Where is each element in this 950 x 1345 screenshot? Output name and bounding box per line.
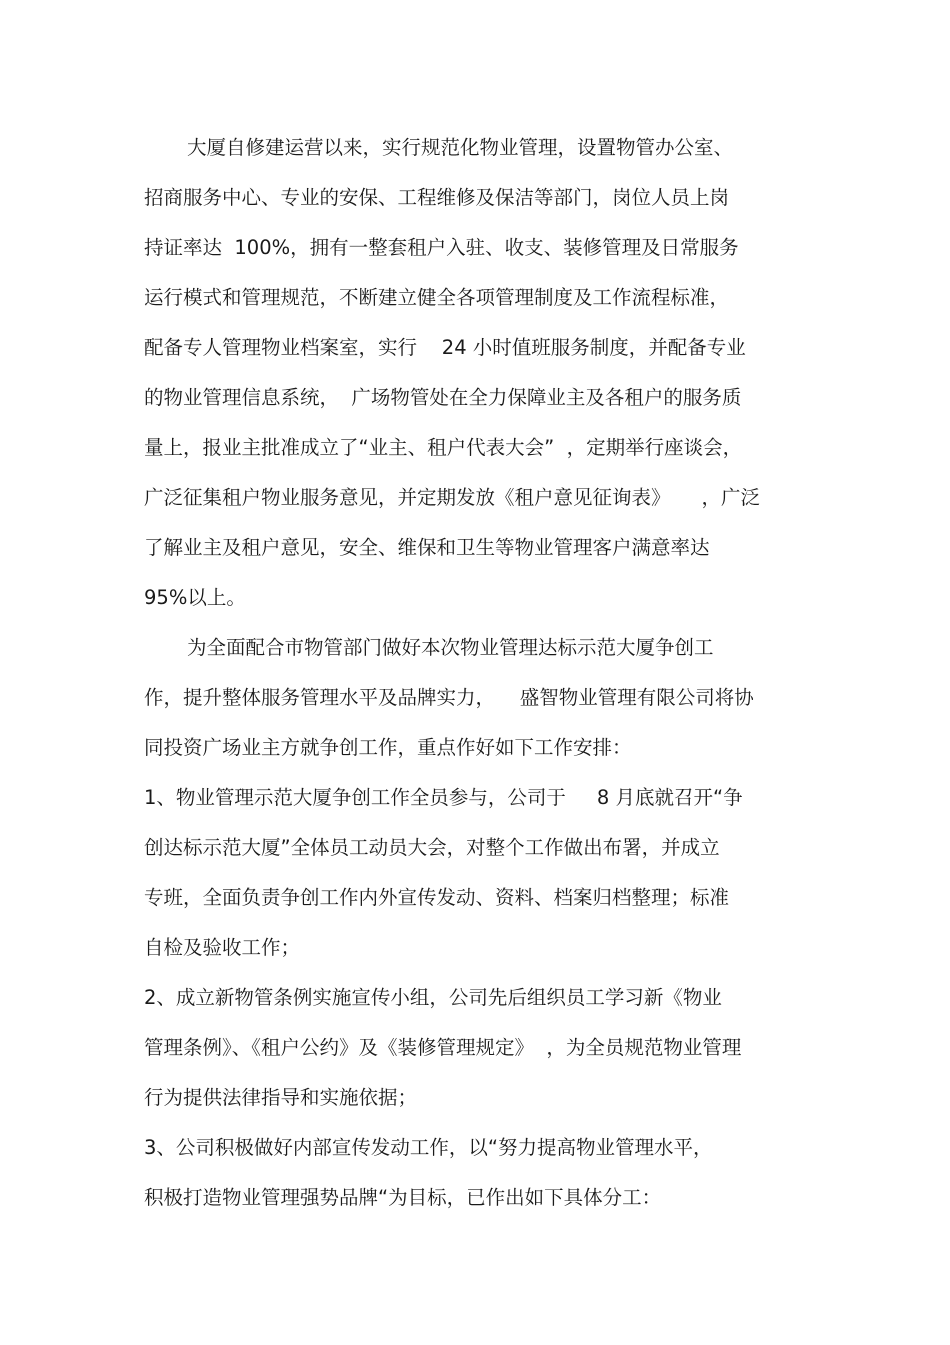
paragraph-1-line-1: 大厦自修建运营以来，实行规范化物业管理，设置物管办公室、 <box>187 136 734 159</box>
list-item-2-line-1: 2、成立新物管条例实施宣传小组，公司先后组织员工学习新《物业 <box>144 986 722 1009</box>
paragraph-1-line-7: 量上，报业主批准成立了“业主、租户代表大会” ，定期举行座谈会， <box>144 436 743 459</box>
paragraph-1-line-4: 运行模式和管理规范，不断建立健全各项管理制度及工作流程标准， <box>144 286 730 309</box>
list-item-2-line-2: 管理条例》、《租户公约》及《装修管理规定》 ，为全员规范物业管理 <box>144 1036 742 1059</box>
list-item-1-line-1: 1、物业管理示范大厦争创工作全员参与，公司于 8 月底就召开“争 <box>144 786 743 809</box>
paragraph-2-line-3: 同投资广场业主方就争创工作，重点作好如下工作安排： <box>144 736 632 759</box>
list-item-1-line-3: 专班，全面负责争创工作内外宣传发动、资料、档案归档整理；标准 <box>144 886 730 909</box>
list-item-3-line-2: 积极打造物业管理强势品牌“为目标，已作出如下具体分工： <box>144 1186 662 1209</box>
paragraph-1-line-5: 配备专人管理物业档案室，实行 24 小时值班服务制度，并配备专业 <box>144 336 746 359</box>
paragraph-1-line-2: 招商服务中心、专业的安保、工程维修及保洁等部门，岗位人员上岗 <box>144 186 730 209</box>
paragraph-1-line-10: 95%以上。 <box>144 586 246 609</box>
paragraph-1-line-6: 的物业管理信息系统， 广场物管处在全力保障业主及各租户的服务质 <box>144 386 742 409</box>
list-item-1-line-4: 自检及验收工作； <box>144 936 301 959</box>
body-text <box>144 123 824 1223</box>
list-item-2-line-3: 行为提供法律指导和实施依据； <box>144 1086 418 1109</box>
paragraph-1-line-3: 持证率达 100%，拥有一整套租户入驻、收支、装修管理及日常服务 <box>144 236 739 259</box>
list-item-1-line-2: 创达标示范大厦”全体员工动员大会，对整个工作做出布署，并成立 <box>144 836 720 859</box>
paragraph-2-line-2: 作，提升整体服务管理水平及品牌实力， 盛智物业管理有限公司将协 <box>144 686 754 709</box>
list-item-3-line-1: 3、公司积极做好内部宣传发动工作，以“努力提高物业管理水平， <box>144 1136 713 1159</box>
paragraph-2-line-1: 为全面配合市物管部门做好本次物业管理达标示范大厦争创工 <box>187 636 714 659</box>
paragraph-1-line-9: 了解业主及租户意见，安全、维保和卫生等物业管理客户满意率达 <box>144 536 710 559</box>
paragraph-1-line-8: 广泛征集租户物业服务意见，并定期发放《租户意见征询表》 ，广泛 <box>144 486 760 509</box>
